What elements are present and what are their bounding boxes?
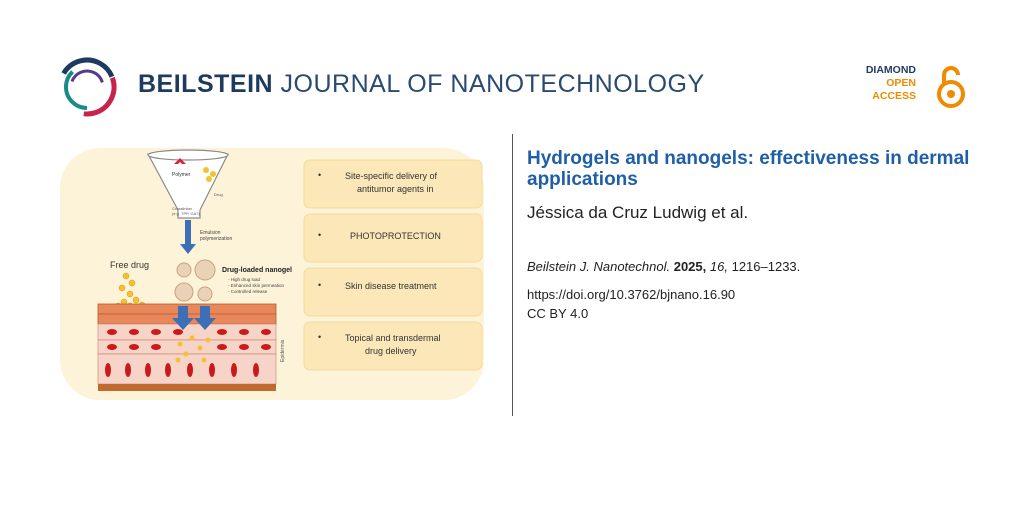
citation-year: 2025, (673, 259, 707, 274)
badge-line-access: ACCESS (872, 90, 916, 102)
emulsion-label: Emulsion (200, 230, 221, 236)
citation-volume: 16, (709, 259, 728, 274)
journal-name-rest: JOURNAL OF NANOTECHNOLOGY (280, 70, 705, 98)
drug-dot (203, 167, 209, 173)
svg-text:•: • (318, 280, 322, 290)
bullet-4-line-1: Topical and transdermal (345, 333, 441, 343)
nanogel-point-3: - Controlled release (228, 289, 268, 294)
doi-link[interactable]: https://doi.org/10.3762/bjnano.16.90 (527, 287, 736, 302)
emulsion-label-2: polymerization (200, 236, 233, 242)
drug-label: Drug (214, 192, 223, 197)
svg-text:•: • (318, 230, 322, 240)
beilstein-logo (56, 56, 118, 118)
bullet-1-line-2: antitumor agents in (357, 184, 434, 194)
bullet-box-4 (304, 322, 482, 370)
nanogel-point-2: - Enhanced skin permeation (228, 283, 285, 288)
free-drug-label: Free drug (110, 260, 150, 270)
open-access-badge (826, 64, 966, 110)
epidermis-label: Epidermis (280, 339, 286, 362)
bullet-4-line-2: drug delivery (365, 346, 417, 356)
crosslinker-label: Crosslinker (172, 206, 193, 211)
nanogel-point-1: - High drug load (228, 277, 261, 282)
bullet-3-line-1: Skin disease treatment (345, 281, 437, 291)
bullet-box-1 (304, 160, 482, 208)
polymer-label: Polymer (172, 172, 191, 178)
badge-line-open: OPEN (886, 77, 916, 89)
journal-name-bold: BEILSTEIN (138, 70, 274, 98)
process-arrow (185, 220, 191, 244)
journal-name (138, 70, 705, 99)
citation-pages: 1216–1233. (731, 259, 801, 274)
open-lock-icon (936, 64, 966, 108)
bullet-2-line-1: PHOTOPROTECTION (350, 231, 441, 241)
bullet-box-2 (304, 214, 482, 262)
article-authors: Jéssica da Cruz Ludwig et al. (527, 203, 749, 222)
citation (527, 259, 800, 274)
bullet-box-3 (304, 268, 482, 316)
graphical-abstract (60, 148, 484, 400)
bullet-1-line-1: Site-specific delivery of (345, 171, 438, 181)
crosslinker-sub: (e.g. TPP, GA?) (172, 211, 200, 216)
journal-abbreviation: Beilstein J. Nanotechnol. (527, 259, 671, 274)
svg-text:•: • (318, 332, 322, 342)
license: CC BY 4.0 (527, 306, 589, 321)
badge-line-diamond: DIAMOND (865, 64, 916, 76)
vertical-divider (512, 134, 513, 416)
article-title[interactable]: Hydrogels and nanogels: effectiveness in dermal applications (527, 148, 970, 190)
nanogel-title: Drug-loaded nanogel (222, 267, 292, 274)
svg-text:•: • (318, 170, 322, 180)
